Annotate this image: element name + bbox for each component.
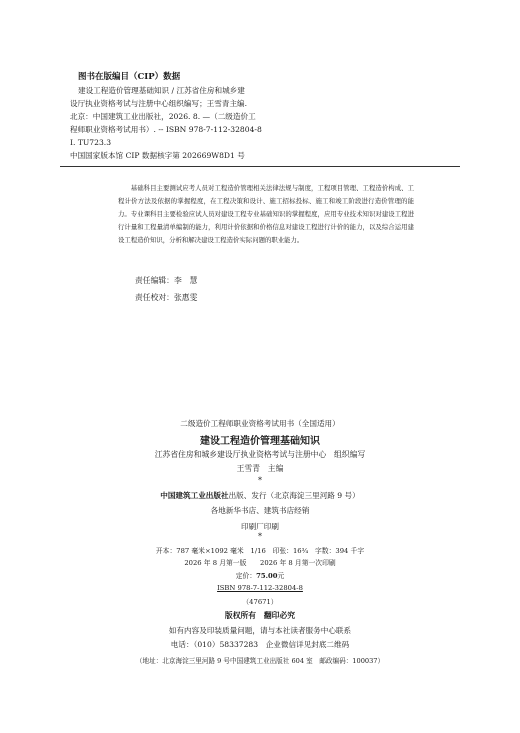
price-label: 定价：: [235, 572, 257, 580]
summary-text: 基础科目主要测试应考人员对工程造价管理相关法律法规与制度，工程项目管理、工程造价构成、工程计价方法及依据的掌握程度，在工程决策和设计、施工招标投标、施工和竣工阶段进行造价管理的能力。专业课科目主要检验应试人员对建设工程专业基础知识的掌握程度，应用专业技术知识对建设工程进行计量和工程量清单编制的能力，利用计价依据和价格信息对建设工程进行计价的能力，以及综合运用建设工程造价知识，分析和解决建设工程造价实际问题的职业能力。: [118, 184, 414, 244]
publisher-name: 中国建筑工业出版社: [160, 491, 229, 500]
colophon-star: *: [258, 476, 262, 485]
colophon-contact: 如有内容及印装质量问题，请与本社读者服务中心联系: [168, 626, 352, 635]
cip-line: 北京：中国建筑工业出版社，2026. 8. —（二级造价工: [70, 112, 256, 121]
colophon-series: 二级造价工程师职业资格考试用书（全国适用）: [180, 419, 340, 428]
colophon-title: 建设工程造价管理基础知识: [200, 436, 320, 447]
responsible-proofreader: 责任校对：张惠雯: [135, 293, 198, 302]
price-unit: 元: [277, 572, 285, 580]
responsible-editor: 责任编辑：李 慧: [135, 276, 198, 285]
colophon-organizer: 江苏省住房和城乡建设厅执业资格考试与注册中心 组织编写: [154, 450, 366, 459]
price-value: 75.00: [256, 572, 278, 580]
colophon-address: （地址：北京海淀三里河路 9 号中国建筑工业出版社 604 室 邮政编码：100037）: [135, 657, 385, 665]
colophon-distribution: 各地新华书店、建筑书店经销: [210, 506, 310, 515]
cip-line: 设厅执业资格考试与注册中心组织编写；王雪青主编.: [70, 99, 248, 108]
colophon-edition: 2026 年 8 月第一版 2026 年 8 月第一次印刷: [184, 559, 336, 567]
cip-line: 中国国家版本馆 CIP 数据核字第 202669W8D1 号: [70, 151, 245, 160]
cip-line: 建设工程造价管理基础知识 / 江苏省住房和城乡建: [78, 86, 245, 95]
cip-title: 图书在版编目（CIP）数据: [78, 72, 181, 82]
colophon-rights: 版权所有 翻印必究: [224, 611, 296, 620]
colophon-publisher: [0, 490, 520, 501]
colophon-isbn: ISBN 978-7-112-32804-8: [217, 584, 303, 592]
divider: [60, 166, 460, 167]
colophon-star: *: [258, 532, 262, 541]
publisher-detail: 出版、发行（北京海淀三里河路 9 号）: [228, 491, 360, 500]
cip-line: 程师职业资格考试用书）. -- ISBN 978-7-112-32804-8: [70, 125, 262, 134]
colophon-phone: 电话：（010）58337283 企业微信详见封底二维码: [170, 640, 350, 649]
cip-line: Ⅰ. TU723.3: [70, 138, 112, 147]
colophon-printing: 印刷厂印刷: [241, 522, 279, 531]
summary: [118, 182, 414, 247]
colophon-spec: 开本：787 毫米×1092 毫米 1/16 印张：16¾ 字数：394 千字: [155, 547, 365, 555]
colophon-author: 王雪青 主编: [236, 464, 284, 473]
colophon-code: （47671）: [242, 598, 278, 606]
colophon-price: [0, 570, 520, 580]
